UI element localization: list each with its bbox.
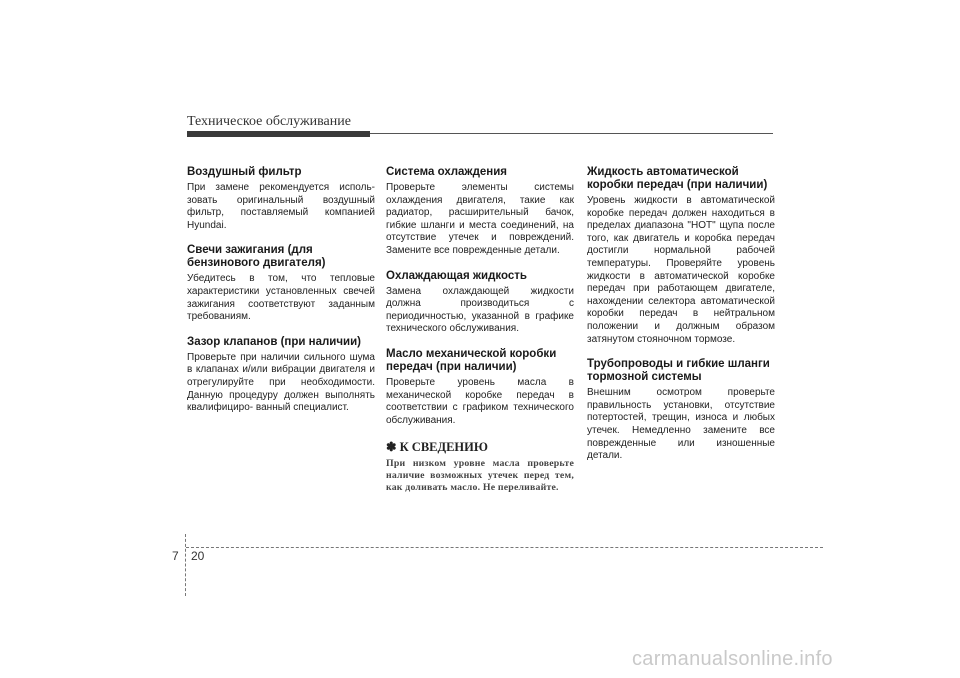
heading-brake-lines: Трубопроводы и гибкие шланги тормозной системы (587, 358, 770, 384)
text-cooling-system: Проверьте элементы системы охлаждения двигателя, такие как радиатор, расширительный бачок, гибкие шланги и места соединений, на отсутствие утечек и повреждений. Замените все поврежденные детали. (386, 182, 574, 256)
text-spark-plugs: Убедитесь в том, что тепловые характеристики установленных свечей зажигания соответствуют заданным требованиям. (187, 273, 375, 323)
text-brake-lines: Внешним осмотром проверьте правильность установки, отсутствие потертостей, трещин, износа и любых утечек. Немедленно замените все поврежденные или изношенные детали. (587, 387, 775, 462)
header-bar (187, 131, 370, 137)
text-coolant: Замена охлаждающей жидкости должна производиться с периодичностью, указанной в графике технического обслуживания. (386, 285, 574, 335)
footer-rule (186, 547, 823, 548)
section-header-title: Техническое обслуживание (187, 114, 351, 129)
heading-air-filter: Воздушный фильтр (187, 166, 302, 178)
heading-spark-plugs: Свечи зажигания (для бензинового двигателя) (187, 244, 326, 270)
text-air-filter: При замене рекомендуется исполь- зовать оригинальный воздушный фильтр, поставляемый компанией Hyundai. (187, 182, 375, 231)
asterisk-icon: ✽ (386, 440, 397, 455)
heading-valve-clearance: Зазор клапанов (при наличии) (187, 335, 362, 348)
footer-divider (185, 534, 186, 596)
column-1 (187, 166, 375, 427)
text-valve-clearance: Проверьте при наличии сильного шума в клапанах и/или вибрации двигателя и отрегулируйте при необходимости. Данную процедуру должен выполнять квалифициро- ванный специалист. (187, 351, 375, 414)
heading-manual-transmission-oil: Масло механической коробки передач (при наличии) (386, 347, 557, 373)
column-3 (587, 166, 775, 475)
heading-cooling-system: Система охлаждения (386, 166, 508, 178)
text-manual-transmission-oil: Проверьте уровень масла в механической коробке передач в соответствии с графиком технического обслуживания. (386, 376, 574, 426)
heading-automatic-transmission-fluid: Жидкость автоматической коробки передач (при наличии) (587, 166, 768, 191)
info-note-label: К СВЕДЕНИЮ (399, 440, 488, 455)
page-number: 20 (191, 549, 205, 563)
chapter-number: 7 (172, 549, 179, 563)
heading-coolant: Охлаждающая жидкость (386, 269, 527, 282)
info-note-title (386, 439, 574, 455)
column-2 (386, 166, 574, 494)
watermark: carmanualsonline.info (632, 648, 833, 670)
text-automatic-transmission-fluid: Уровень жидкости в автоматической коробке передач должен находиться в пределах диапазона "HOT" щупа после того, как двигатель и коробка передач достигли нормальной рабочей температуры. Проверяйте уровень жидкости в автоматической коробке передач при работающем двигателе, нахождении селектора автоматической коробки передач в нейтральном положении и должным образом затянутом стояночном тормозе. (587, 195, 775, 345)
info-note-text: При низком уровне масла проверьте наличие возможных утечек перед тем, как доливать масло. Не переливайте. (386, 458, 574, 494)
header-rule (370, 133, 773, 134)
